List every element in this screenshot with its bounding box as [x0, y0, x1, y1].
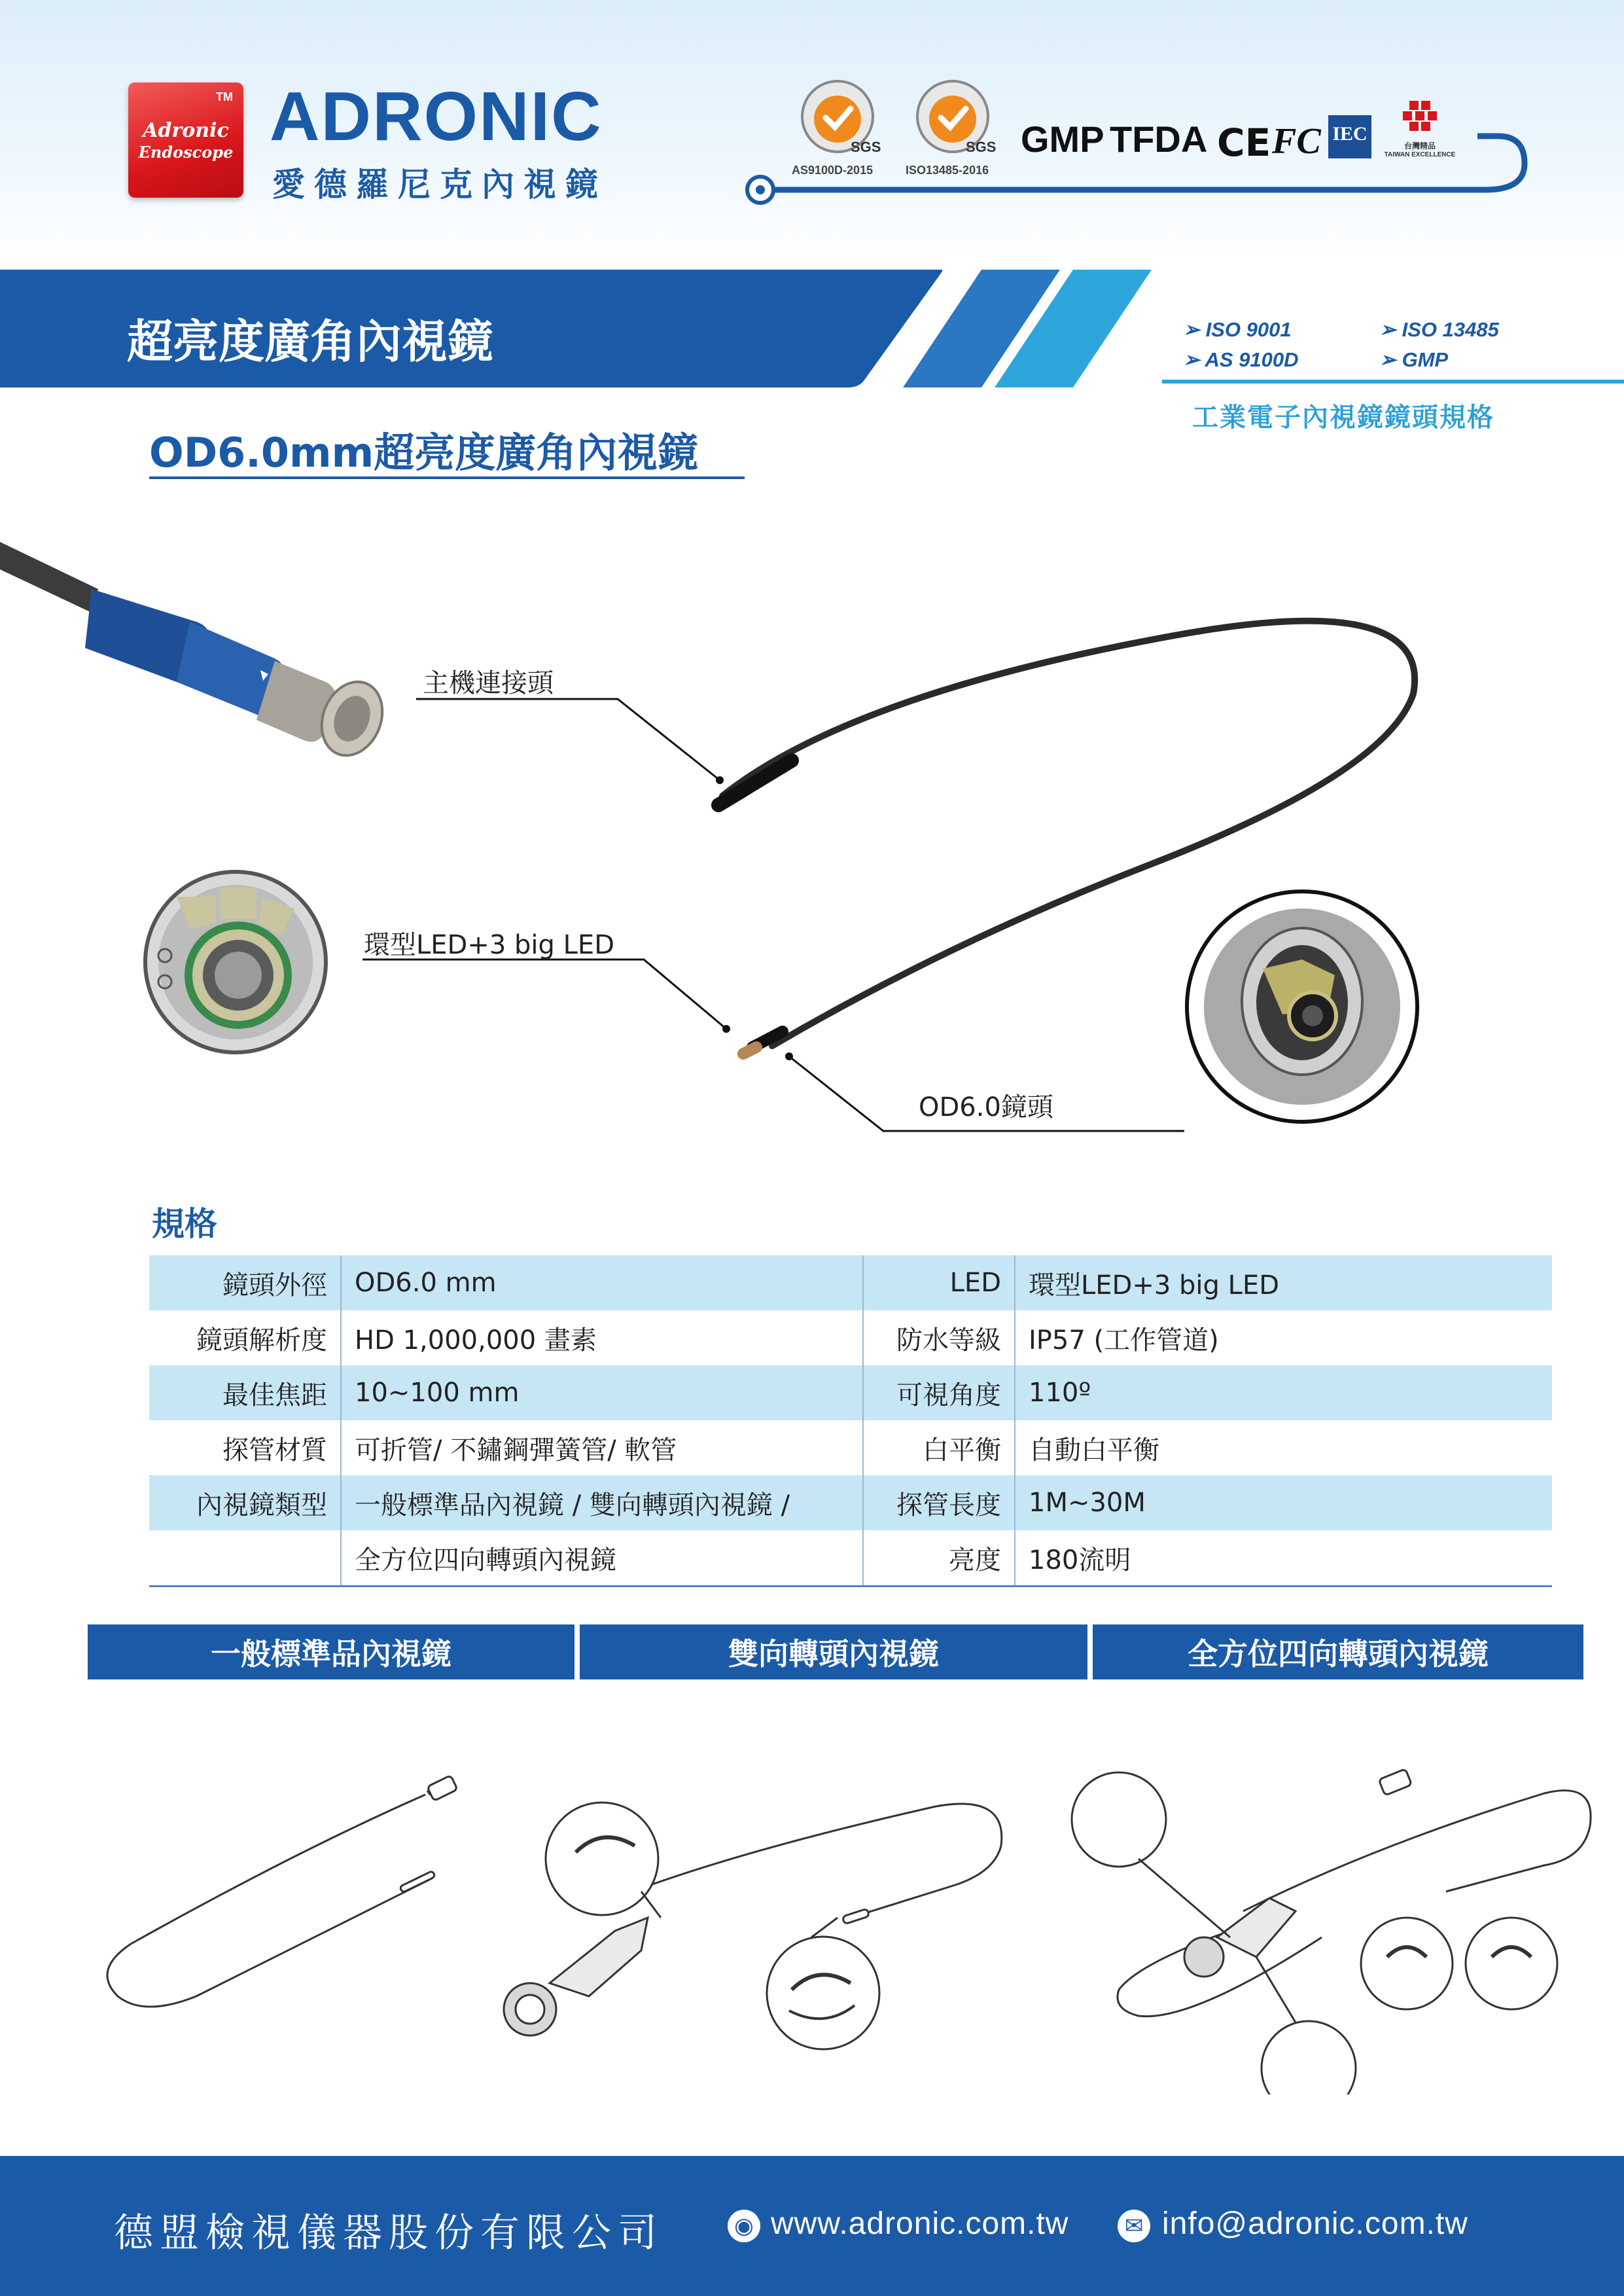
- taiwan-excellence-en: TAIWAN EXCELLENCE: [1384, 151, 1456, 158]
- spec-key: 探管材質: [149, 1420, 341, 1475]
- table-row: [149, 1475, 1552, 1530]
- spec-value: 1M~30M: [1015, 1475, 1552, 1530]
- spec-value: 一般標準品內視鏡 / 雙向轉頭內視鏡 /: [341, 1475, 863, 1530]
- page-title: 超亮度廣角內視鏡: [127, 315, 493, 368]
- spec-table: [149, 1255, 1552, 1587]
- email-link[interactable]: info@adronic.com.tw: [1162, 2206, 1468, 2241]
- iso-item: [1183, 318, 1292, 342]
- logo-line2: Endoscope: [138, 143, 234, 162]
- type-illustrations: [79, 1767, 1597, 2094]
- spec-value: 10~100 mm: [341, 1365, 863, 1420]
- website-link[interactable]: www.adronic.com.tw: [771, 2206, 1069, 2241]
- spec-value: HD 1,000,000 畫素: [341, 1310, 863, 1365]
- table-row: [149, 1420, 1552, 1475]
- table-row: [149, 1365, 1552, 1420]
- bullet-icon: ➢: [1379, 318, 1402, 341]
- spec-key: 亮度: [863, 1530, 1015, 1587]
- callout-lens: OD6.0鏡頭: [919, 1092, 1053, 1122]
- spec-value: 180流明: [1015, 1530, 1552, 1587]
- spec-section-title: 規格: [152, 1205, 217, 1243]
- table-row: [149, 1530, 1552, 1587]
- spec-value: IP57 (工作管道): [1029, 1325, 1219, 1355]
- spec-value: 環型LED+3 big LED: [1015, 1255, 1552, 1310]
- gmp-mark: GMP: [1021, 118, 1104, 160]
- spec-key: 最佳焦距: [149, 1365, 341, 1420]
- tfda-mark: TFDA: [1110, 118, 1208, 160]
- iso-label: ISO 13485: [1402, 318, 1499, 341]
- sgs-label: SGS: [851, 139, 881, 155]
- iso-label: GMP: [1402, 348, 1449, 371]
- taiwan-excellence-cn: 台灣精品: [1403, 141, 1436, 151]
- cert-caption-iso13485: ISO13485-2016: [906, 164, 989, 177]
- globe-icon: ◉: [728, 2210, 760, 2242]
- spec-key: 探管長度: [863, 1475, 1015, 1530]
- product-title-underline: [149, 476, 745, 479]
- iso-label: ISO 9001: [1205, 318, 1292, 341]
- spec-value: OD6.0 mm: [341, 1255, 863, 1310]
- spec-key: 內視鏡類型: [149, 1475, 341, 1530]
- iec-text: IEC: [1332, 123, 1368, 145]
- logo-trademark: TM: [216, 90, 233, 103]
- brand-name: ADRONIC: [270, 78, 603, 155]
- product-illustration: [0, 497, 1624, 1191]
- lens-closeup: [1187, 891, 1417, 1122]
- cert-caption-as9100: AS9100D-2015: [792, 164, 874, 177]
- iso-divider: [1162, 380, 1624, 384]
- mail-icon: ✉: [1118, 2210, 1150, 2242]
- sgs-badge-iso13485: [915, 79, 997, 157]
- company-name: 德盟檢視儀器股份有限公司: [114, 2210, 663, 2256]
- iso-item: [1379, 348, 1448, 372]
- spec-value: 110º: [1015, 1365, 1552, 1420]
- callout-connector: 主機連接頭: [423, 668, 554, 698]
- table-row: [149, 1255, 1552, 1310]
- spec-key: 白平衡: [863, 1420, 1015, 1475]
- led-face-closeup: [145, 872, 326, 1052]
- iso-item: [1379, 318, 1499, 342]
- sgs-badge-as9100: [800, 79, 881, 157]
- type-two-way-header: 雙向轉頭內視鏡: [580, 1624, 1087, 1679]
- table-row: [149, 1310, 1552, 1365]
- four-way-endoscope-drawing: [1072, 1769, 1591, 2094]
- taiwan-excellence-emblem-icon: [1381, 97, 1459, 137]
- spec-key: LED: [863, 1255, 1015, 1310]
- bullet-icon: ➢: [1183, 318, 1206, 341]
- taiwan-excellence-icon: [1381, 97, 1459, 158]
- sgs-label: SGS: [966, 139, 997, 155]
- host-connector-closeup: [0, 542, 393, 764]
- spec-value: 可折管/ 不鏽鋼彈簧管/ 軟管: [341, 1420, 863, 1475]
- ce-mark-icon: CE: [1217, 120, 1271, 165]
- iso-item: [1183, 348, 1298, 372]
- bullet-icon: ➢: [1183, 348, 1205, 371]
- logo-line1: Adronic: [143, 119, 229, 142]
- iso-label: AS 9100D: [1205, 348, 1299, 371]
- bullet-icon: ➢: [1379, 348, 1402, 371]
- spec-key: 可視角度: [863, 1365, 1015, 1420]
- spec-key: 防水等級: [863, 1310, 1015, 1365]
- spec-value: 全方位四向轉頭內視鏡: [341, 1530, 863, 1587]
- type-four-way-header: 全方位四向轉頭內視鏡: [1093, 1624, 1583, 1679]
- type-standard-header: 一般標準品內視鏡: [88, 1624, 574, 1679]
- title-band-stripes: [851, 270, 1152, 387]
- brand-name-chinese: 愛德羅尼克內視鏡: [272, 166, 607, 204]
- standard-endoscope-drawing: [107, 1775, 457, 2007]
- iec-mark-icon: [1328, 115, 1371, 158]
- spec-key: 鏡頭解析度: [149, 1310, 341, 1365]
- product-title: OD6.0mm超亮度廣角內視鏡: [149, 429, 699, 476]
- spec-key: [149, 1530, 341, 1587]
- two-way-endoscope-drawing: [504, 1803, 1002, 2049]
- spec-key: 鏡頭外徑: [149, 1255, 341, 1310]
- spec-subtitle: 工業電子內視鏡鏡頭規格: [1192, 403, 1494, 433]
- spec-value: 自動白平衡: [1029, 1435, 1159, 1465]
- callout-led: 環型LED+3 big LED: [364, 930, 615, 960]
- fc-mark-icon: FC: [1272, 121, 1321, 162]
